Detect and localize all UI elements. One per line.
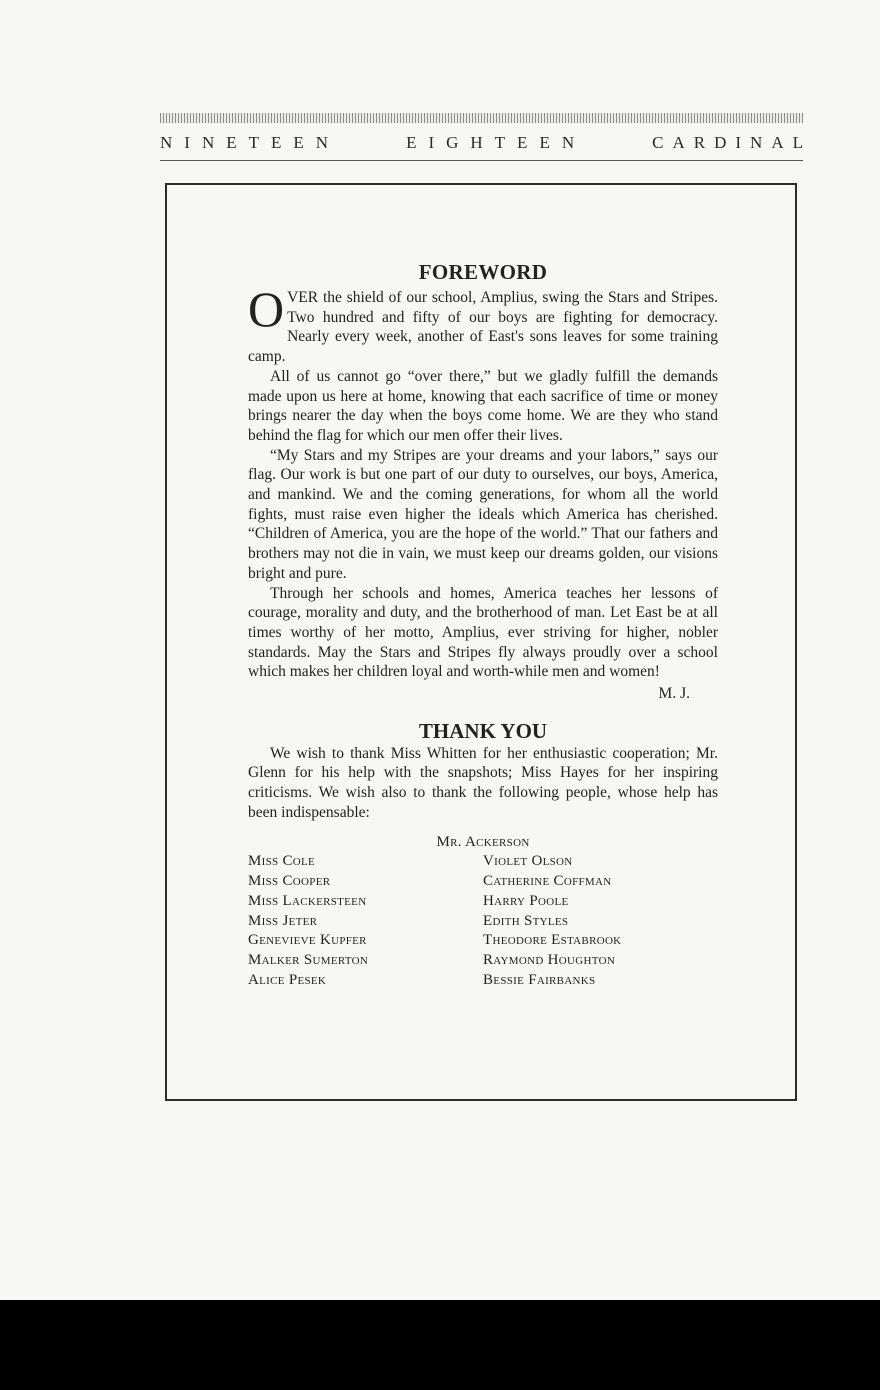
center-name: Mr. Ackerson bbox=[436, 833, 530, 850]
running-head-word-3: CARDINAL bbox=[652, 133, 812, 152]
name-item: Edith Styles bbox=[483, 912, 569, 929]
content bbox=[248, 258, 718, 991]
name-item: Miss Cooper bbox=[248, 873, 331, 890]
bottom-band bbox=[0, 1300, 880, 1390]
name-item: Catherine Coffman bbox=[483, 873, 612, 890]
name-item: Miss Lackersteen bbox=[248, 892, 367, 909]
thank-you-title: THANK YOU bbox=[418, 718, 548, 743]
names-left-column bbox=[248, 852, 483, 991]
drop-cap: O bbox=[248, 281, 285, 337]
name-item: Violet Olson bbox=[483, 853, 573, 870]
ornament-bar bbox=[160, 113, 803, 123]
name-item: Bessie Fairbanks bbox=[483, 972, 596, 989]
foreword-paragraph: All of us cannot go “over there,” but we gladly fulfill the demands made upon us here at home, knowing that each sacrifice of time or money brings nearer the day when the boys come home. We are they who stand behind the flag for which our men offer their lives. bbox=[248, 367, 718, 444]
name-item: Malker Sumerton bbox=[248, 952, 369, 969]
name-item: Genevieve Kupfer bbox=[248, 932, 367, 949]
name-item: Miss Cole bbox=[248, 853, 316, 870]
names-right-column bbox=[483, 852, 718, 991]
name-item: Alice Pesek bbox=[248, 972, 327, 989]
name-item: Miss Jeter bbox=[248, 912, 318, 929]
foreword-paragraph: “My Stars and my Stripes are your dreams and your labors,” says our flag. Our work is but one part of our duty to ourselves, our boys, America, and mankind. We and the coming generations, for whom all the world fights, must raise even higher the ideals which America has cherished. “Children of America, you are the hope of the world.” That our fathers and brothers may not die in vain, we must keep our dreams golden, our visions bright and pure. bbox=[248, 446, 718, 582]
name-item: Harry Poole bbox=[483, 892, 569, 909]
thank-you-paragraph: We wish to thank Miss Whitten for her enthusiastic cooperation; Mr. Glenn for his help with the snapshots; Miss Hayes for her inspiring criticisms. We wish also to thank the following people, whose help has been indispensable: bbox=[248, 744, 718, 821]
running-head-word-1: NINETEEN bbox=[160, 133, 341, 152]
foreword-title: FOREWORD bbox=[418, 260, 548, 284]
names-list bbox=[248, 852, 718, 991]
header-rule bbox=[160, 160, 803, 161]
running-head bbox=[160, 130, 812, 156]
name-item: Raymond Houghton bbox=[483, 952, 616, 969]
foreword-paragraph: Through her schools and homes, America teaches her lessons of courage, morality and duty, and the brotherhood of man. Let East be at all times worthy of her motto, Amplius, ever striving for higher, nobler standards. May the Stars and Stripes fly always proudly over a school which makes her children loyal and worth-while men and women! bbox=[248, 584, 718, 681]
name-item: Theodore Estabrook bbox=[483, 932, 622, 949]
running-head-word-2: EIGHTEEN bbox=[406, 133, 587, 152]
signature: M. J. bbox=[658, 685, 690, 703]
foreword-paragraph-text: VER the shield of our school, Amplius, swing the Stars and Stripes. Two hundred and fifty of our boys are fighting for democracy. Nearly every week, another of East's sons leaves for some training camp. bbox=[248, 289, 718, 366]
foreword-paragraph bbox=[248, 281, 718, 367]
